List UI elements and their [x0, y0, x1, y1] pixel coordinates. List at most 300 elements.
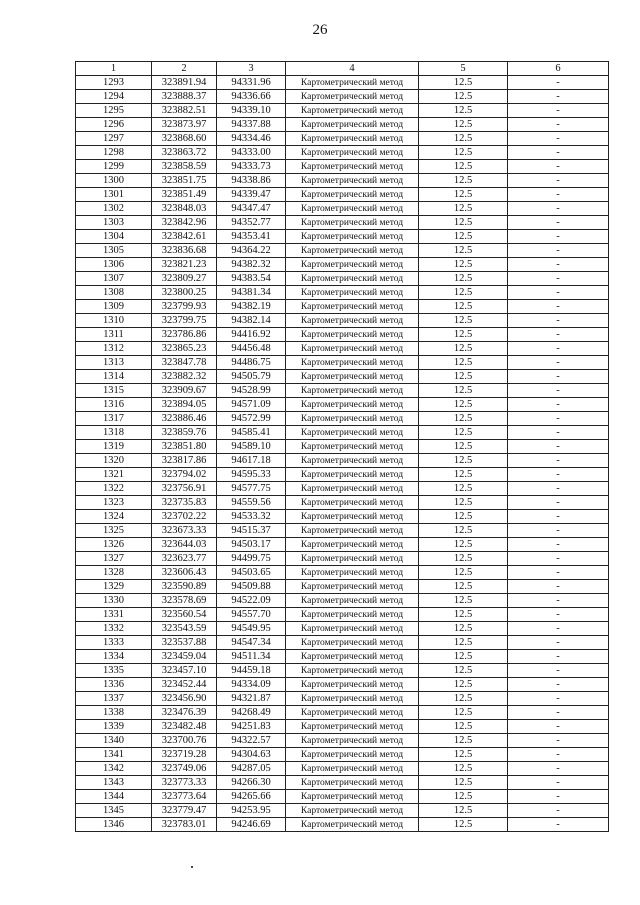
- table-row: [76, 762, 609, 776]
- y-coordinate-cell: 94251.83: [217, 720, 286, 734]
- point-number-cell: 1343: [76, 776, 152, 790]
- method-cell: Картометрический метод: [286, 398, 419, 412]
- method-cell: Картометрический метод: [286, 426, 419, 440]
- table-row: [76, 216, 609, 230]
- y-coordinate-cell: 94503.65: [217, 566, 286, 580]
- x-coordinate-cell: 323786.86: [152, 328, 217, 342]
- point-number-cell: 1314: [76, 370, 152, 384]
- method-cell: Картометрический метод: [286, 104, 419, 118]
- y-coordinate-cell: 94347.47: [217, 202, 286, 216]
- y-coordinate-cell: 94511.34: [217, 650, 286, 664]
- x-coordinate-cell: 323863.72: [152, 146, 217, 160]
- description-cell: -: [508, 734, 609, 748]
- accuracy-cell: 12.5: [419, 160, 508, 174]
- table-row: [76, 286, 609, 300]
- x-coordinate-cell: 323886.46: [152, 412, 217, 426]
- y-coordinate-cell: 94559.56: [217, 496, 286, 510]
- point-number-cell: 1293: [76, 76, 152, 90]
- table-row: [76, 804, 609, 818]
- y-coordinate-cell: 94547.34: [217, 636, 286, 650]
- description-cell: -: [508, 244, 609, 258]
- table-row: [76, 454, 609, 468]
- method-cell: Картометрический метод: [286, 622, 419, 636]
- description-cell: -: [508, 146, 609, 160]
- x-coordinate-cell: 323868.60: [152, 132, 217, 146]
- description-cell: -: [508, 328, 609, 342]
- y-coordinate-cell: 94353.41: [217, 230, 286, 244]
- table-row: [76, 468, 609, 482]
- description-cell: -: [508, 664, 609, 678]
- method-cell: Картометрический метод: [286, 594, 419, 608]
- description-cell: -: [508, 342, 609, 356]
- point-number-cell: 1342: [76, 762, 152, 776]
- y-coordinate-cell: 94589.10: [217, 440, 286, 454]
- x-coordinate-cell: 323851.49: [152, 188, 217, 202]
- accuracy-cell: 12.5: [419, 496, 508, 510]
- description-cell: -: [508, 76, 609, 90]
- x-coordinate-cell: 323888.37: [152, 90, 217, 104]
- description-cell: -: [508, 524, 609, 538]
- description-cell: -: [508, 314, 609, 328]
- y-coordinate-cell: 94505.79: [217, 370, 286, 384]
- description-cell: -: [508, 398, 609, 412]
- description-cell: -: [508, 622, 609, 636]
- x-coordinate-cell: 323560.54: [152, 608, 217, 622]
- table-row: [76, 90, 609, 104]
- y-coordinate-cell: 94509.88: [217, 580, 286, 594]
- accuracy-cell: 12.5: [419, 440, 508, 454]
- accuracy-cell: 12.5: [419, 636, 508, 650]
- accuracy-cell: 12.5: [419, 76, 508, 90]
- table-row: [76, 818, 609, 832]
- point-number-cell: 1311: [76, 328, 152, 342]
- y-coordinate-cell: 94339.10: [217, 104, 286, 118]
- method-cell: Картометрический метод: [286, 272, 419, 286]
- table-row: [76, 566, 609, 580]
- x-coordinate-cell: 323836.68: [152, 244, 217, 258]
- y-coordinate-cell: 94617.18: [217, 454, 286, 468]
- point-number-cell: 1320: [76, 454, 152, 468]
- y-coordinate-cell: 94333.00: [217, 146, 286, 160]
- description-cell: -: [508, 188, 609, 202]
- accuracy-cell: 12.5: [419, 748, 508, 762]
- point-number-cell: 1316: [76, 398, 152, 412]
- point-number-cell: 1344: [76, 790, 152, 804]
- x-coordinate-cell: 323783.01: [152, 818, 217, 832]
- accuracy-cell: 12.5: [419, 538, 508, 552]
- method-cell: Картометрический метод: [286, 356, 419, 370]
- x-coordinate-cell: 323456.90: [152, 692, 217, 706]
- table-row: [76, 328, 609, 342]
- method-cell: Картометрический метод: [286, 90, 419, 104]
- method-cell: Картометрический метод: [286, 636, 419, 650]
- method-cell: Картометрический метод: [286, 440, 419, 454]
- table-row: [76, 524, 609, 538]
- x-coordinate-cell: 323909.67: [152, 384, 217, 398]
- accuracy-cell: 12.5: [419, 384, 508, 398]
- table-row: [76, 580, 609, 594]
- table-row: [76, 412, 609, 426]
- point-number-cell: 1299: [76, 160, 152, 174]
- point-number-cell: 1319: [76, 440, 152, 454]
- point-number-cell: 1312: [76, 342, 152, 356]
- accuracy-cell: 12.5: [419, 762, 508, 776]
- method-cell: Картометрический метод: [286, 174, 419, 188]
- table-row: [76, 174, 609, 188]
- description-cell: -: [508, 272, 609, 286]
- accuracy-cell: 12.5: [419, 370, 508, 384]
- table-row: [76, 608, 609, 622]
- column-header: 1: [76, 62, 152, 76]
- x-coordinate-cell: 323773.33: [152, 776, 217, 790]
- x-coordinate-cell: 323773.64: [152, 790, 217, 804]
- y-coordinate-cell: 94572.99: [217, 412, 286, 426]
- x-coordinate-cell: 323719.28: [152, 748, 217, 762]
- y-coordinate-cell: 94337.88: [217, 118, 286, 132]
- accuracy-cell: 12.5: [419, 272, 508, 286]
- description-cell: -: [508, 748, 609, 762]
- description-cell: -: [508, 776, 609, 790]
- y-coordinate-cell: 94333.73: [217, 160, 286, 174]
- accuracy-cell: 12.5: [419, 818, 508, 832]
- x-coordinate-cell: 323543.59: [152, 622, 217, 636]
- method-cell: Картометрический метод: [286, 524, 419, 538]
- table-row: [76, 734, 609, 748]
- table-row: [76, 146, 609, 160]
- point-number-cell: 1309: [76, 300, 152, 314]
- point-number-cell: 1304: [76, 230, 152, 244]
- x-coordinate-cell: 323799.75: [152, 314, 217, 328]
- description-cell: -: [508, 118, 609, 132]
- description-cell: -: [508, 160, 609, 174]
- page-number: 26: [312, 22, 328, 38]
- description-cell: -: [508, 426, 609, 440]
- point-number-cell: 1297: [76, 132, 152, 146]
- table-row: [76, 720, 609, 734]
- x-coordinate-cell: 323779.47: [152, 804, 217, 818]
- y-coordinate-cell: 94338.86: [217, 174, 286, 188]
- point-number-cell: 1321: [76, 468, 152, 482]
- x-coordinate-cell: 323457.10: [152, 664, 217, 678]
- method-cell: Картометрический метод: [286, 734, 419, 748]
- x-coordinate-cell: 323606.43: [152, 566, 217, 580]
- table-row: [76, 790, 609, 804]
- y-coordinate-cell: 94334.09: [217, 678, 286, 692]
- method-cell: Картометрический метод: [286, 286, 419, 300]
- table-row: [76, 104, 609, 118]
- y-coordinate-cell: 94595.33: [217, 468, 286, 482]
- description-cell: -: [508, 566, 609, 580]
- table-row: [76, 202, 609, 216]
- table-row: [76, 496, 609, 510]
- x-coordinate-cell: 323735.83: [152, 496, 217, 510]
- y-coordinate-cell: 94585.41: [217, 426, 286, 440]
- point-number-cell: 1333: [76, 636, 152, 650]
- y-coordinate-cell: 94331.96: [217, 76, 286, 90]
- description-cell: -: [508, 468, 609, 482]
- method-cell: Картометрический метод: [286, 342, 419, 356]
- x-coordinate-cell: 323799.93: [152, 300, 217, 314]
- table-row: [76, 706, 609, 720]
- method-cell: Картометрический метод: [286, 146, 419, 160]
- method-cell: Картометрический метод: [286, 258, 419, 272]
- method-cell: Картометрический метод: [286, 818, 419, 832]
- accuracy-cell: 12.5: [419, 230, 508, 244]
- method-cell: Картометрический метод: [286, 132, 419, 146]
- method-cell: Картометрический метод: [286, 776, 419, 790]
- table-row: [76, 678, 609, 692]
- point-number-cell: 1332: [76, 622, 152, 636]
- y-coordinate-cell: 94253.95: [217, 804, 286, 818]
- table-row: [76, 118, 609, 132]
- accuracy-cell: 12.5: [419, 678, 508, 692]
- x-coordinate-cell: 323859.76: [152, 426, 217, 440]
- accuracy-cell: 12.5: [419, 580, 508, 594]
- method-cell: Картометрический метод: [286, 538, 419, 552]
- x-coordinate-cell: 323847.78: [152, 356, 217, 370]
- table-row: [76, 76, 609, 90]
- point-number-cell: 1330: [76, 594, 152, 608]
- point-number-cell: 1328: [76, 566, 152, 580]
- y-coordinate-cell: 94515.37: [217, 524, 286, 538]
- point-number-cell: 1307: [76, 272, 152, 286]
- y-coordinate-cell: 94266.30: [217, 776, 286, 790]
- method-cell: Картометрический метод: [286, 748, 419, 762]
- table-row: [76, 692, 609, 706]
- method-cell: Картометрический метод: [286, 790, 419, 804]
- accuracy-cell: 12.5: [419, 286, 508, 300]
- accuracy-cell: 12.5: [419, 692, 508, 706]
- point-number-cell: 1308: [76, 286, 152, 300]
- table-row: [76, 160, 609, 174]
- method-cell: Картометрический метод: [286, 216, 419, 230]
- description-cell: -: [508, 202, 609, 216]
- method-cell: Картометрический метод: [286, 118, 419, 132]
- table-row: [76, 300, 609, 314]
- x-coordinate-cell: 323800.25: [152, 286, 217, 300]
- point-number-cell: 1317: [76, 412, 152, 426]
- accuracy-cell: 12.5: [419, 300, 508, 314]
- point-number-cell: 1305: [76, 244, 152, 258]
- x-coordinate-cell: 323749.06: [152, 762, 217, 776]
- accuracy-cell: 12.5: [419, 90, 508, 104]
- accuracy-cell: 12.5: [419, 258, 508, 272]
- y-coordinate-cell: 94334.46: [217, 132, 286, 146]
- description-cell: -: [508, 636, 609, 650]
- table-row: [76, 426, 609, 440]
- table-row: [76, 258, 609, 272]
- scan-speck: [191, 866, 193, 868]
- x-coordinate-cell: 323644.03: [152, 538, 217, 552]
- description-cell: -: [508, 706, 609, 720]
- table-row: [76, 594, 609, 608]
- x-coordinate-cell: 323537.88: [152, 636, 217, 650]
- accuracy-cell: 12.5: [419, 132, 508, 146]
- method-cell: Картометрический метод: [286, 384, 419, 398]
- table-row: [76, 384, 609, 398]
- accuracy-cell: 12.5: [419, 454, 508, 468]
- point-number-cell: 1322: [76, 482, 152, 496]
- y-coordinate-cell: 94382.14: [217, 314, 286, 328]
- method-cell: Картометрический метод: [286, 706, 419, 720]
- method-cell: Картометрический метод: [286, 692, 419, 706]
- accuracy-cell: 12.5: [419, 342, 508, 356]
- description-cell: -: [508, 790, 609, 804]
- point-number-cell: 1331: [76, 608, 152, 622]
- accuracy-cell: 12.5: [419, 790, 508, 804]
- point-number-cell: 1296: [76, 118, 152, 132]
- x-coordinate-cell: 323590.89: [152, 580, 217, 594]
- y-coordinate-cell: 94459.18: [217, 664, 286, 678]
- point-number-cell: 1310: [76, 314, 152, 328]
- point-number-cell: 1329: [76, 580, 152, 594]
- x-coordinate-cell: 323882.32: [152, 370, 217, 384]
- accuracy-cell: 12.5: [419, 622, 508, 636]
- table-row: [76, 650, 609, 664]
- point-number-cell: 1315: [76, 384, 152, 398]
- description-cell: -: [508, 230, 609, 244]
- method-cell: Картометрический метод: [286, 720, 419, 734]
- accuracy-cell: 12.5: [419, 146, 508, 160]
- description-cell: -: [508, 692, 609, 706]
- point-number-cell: 1346: [76, 818, 152, 832]
- point-number-cell: 1318: [76, 426, 152, 440]
- method-cell: Картометрический метод: [286, 202, 419, 216]
- point-number-cell: 1306: [76, 258, 152, 272]
- description-cell: -: [508, 818, 609, 832]
- accuracy-cell: 12.5: [419, 552, 508, 566]
- accuracy-cell: 12.5: [419, 650, 508, 664]
- y-coordinate-cell: 94382.32: [217, 258, 286, 272]
- x-coordinate-cell: 323851.75: [152, 174, 217, 188]
- method-cell: Картометрический метод: [286, 608, 419, 622]
- description-cell: -: [508, 370, 609, 384]
- column-header: 3: [217, 62, 286, 76]
- description-cell: -: [508, 132, 609, 146]
- method-cell: Картометрический метод: [286, 468, 419, 482]
- description-cell: -: [508, 300, 609, 314]
- point-number-cell: 1295: [76, 104, 152, 118]
- table-row: [76, 356, 609, 370]
- table-row: [76, 244, 609, 258]
- x-coordinate-cell: 323851.80: [152, 440, 217, 454]
- table-row: [76, 622, 609, 636]
- y-coordinate-cell: 94416.92: [217, 328, 286, 342]
- y-coordinate-cell: 94557.70: [217, 608, 286, 622]
- table-body: [76, 76, 609, 832]
- x-coordinate-cell: 323873.97: [152, 118, 217, 132]
- method-cell: Картометрический метод: [286, 76, 419, 90]
- method-cell: Картометрический метод: [286, 160, 419, 174]
- table-row: [76, 230, 609, 244]
- method-cell: Картометрический метод: [286, 566, 419, 580]
- accuracy-cell: 12.5: [419, 594, 508, 608]
- accuracy-cell: 12.5: [419, 664, 508, 678]
- table-row: [76, 664, 609, 678]
- accuracy-cell: 12.5: [419, 706, 508, 720]
- table-row: [76, 552, 609, 566]
- description-cell: -: [508, 286, 609, 300]
- y-coordinate-cell: 94503.17: [217, 538, 286, 552]
- x-coordinate-cell: 323673.33: [152, 524, 217, 538]
- description-cell: -: [508, 482, 609, 496]
- x-coordinate-cell: 323476.39: [152, 706, 217, 720]
- method-cell: Картометрический метод: [286, 454, 419, 468]
- method-cell: Картометрический метод: [286, 244, 419, 258]
- x-coordinate-cell: 323894.05: [152, 398, 217, 412]
- accuracy-cell: 12.5: [419, 356, 508, 370]
- point-number-cell: 1313: [76, 356, 152, 370]
- accuracy-cell: 12.5: [419, 118, 508, 132]
- y-coordinate-cell: 94522.09: [217, 594, 286, 608]
- accuracy-cell: 12.5: [419, 328, 508, 342]
- description-cell: -: [508, 356, 609, 370]
- point-number-cell: 1302: [76, 202, 152, 216]
- description-cell: -: [508, 804, 609, 818]
- accuracy-cell: 12.5: [419, 426, 508, 440]
- x-coordinate-cell: 323858.59: [152, 160, 217, 174]
- method-cell: Картометрический метод: [286, 482, 419, 496]
- y-coordinate-cell: 94352.77: [217, 216, 286, 230]
- x-coordinate-cell: 323848.03: [152, 202, 217, 216]
- y-coordinate-cell: 94265.66: [217, 790, 286, 804]
- description-cell: -: [508, 594, 609, 608]
- point-number-cell: 1339: [76, 720, 152, 734]
- table-row: [76, 776, 609, 790]
- description-cell: -: [508, 384, 609, 398]
- description-cell: -: [508, 538, 609, 552]
- method-cell: Картометрический метод: [286, 552, 419, 566]
- y-coordinate-cell: 94287.05: [217, 762, 286, 776]
- table-row: [76, 538, 609, 552]
- x-coordinate-cell: 323809.27: [152, 272, 217, 286]
- method-cell: Картометрический метод: [286, 314, 419, 328]
- x-coordinate-cell: 323842.96: [152, 216, 217, 230]
- x-coordinate-cell: 323817.86: [152, 454, 217, 468]
- y-coordinate-cell: 94571.09: [217, 398, 286, 412]
- description-cell: -: [508, 216, 609, 230]
- accuracy-cell: 12.5: [419, 216, 508, 230]
- accuracy-cell: 12.5: [419, 776, 508, 790]
- x-coordinate-cell: 323842.61: [152, 230, 217, 244]
- point-number-cell: 1323: [76, 496, 152, 510]
- description-cell: -: [508, 580, 609, 594]
- table-row: [76, 748, 609, 762]
- description-cell: -: [508, 510, 609, 524]
- method-cell: Картометрический метод: [286, 650, 419, 664]
- point-number-cell: 1338: [76, 706, 152, 720]
- description-cell: -: [508, 90, 609, 104]
- table-row: [76, 314, 609, 328]
- table-row: [76, 440, 609, 454]
- y-coordinate-cell: 94268.49: [217, 706, 286, 720]
- y-coordinate-cell: 94486.75: [217, 356, 286, 370]
- x-coordinate-cell: 323821.23: [152, 258, 217, 272]
- point-number-cell: 1324: [76, 510, 152, 524]
- x-coordinate-cell: 323482.48: [152, 720, 217, 734]
- method-cell: Картометрический метод: [286, 412, 419, 426]
- description-cell: -: [508, 608, 609, 622]
- table-header-row: [76, 62, 609, 76]
- x-coordinate-cell: 323700.76: [152, 734, 217, 748]
- point-number-cell: 1335: [76, 664, 152, 678]
- method-cell: Картометрический метод: [286, 664, 419, 678]
- method-cell: Картометрический метод: [286, 580, 419, 594]
- table-row: [76, 636, 609, 650]
- table-row: [76, 132, 609, 146]
- point-number-cell: 1294: [76, 90, 152, 104]
- point-number-cell: 1325: [76, 524, 152, 538]
